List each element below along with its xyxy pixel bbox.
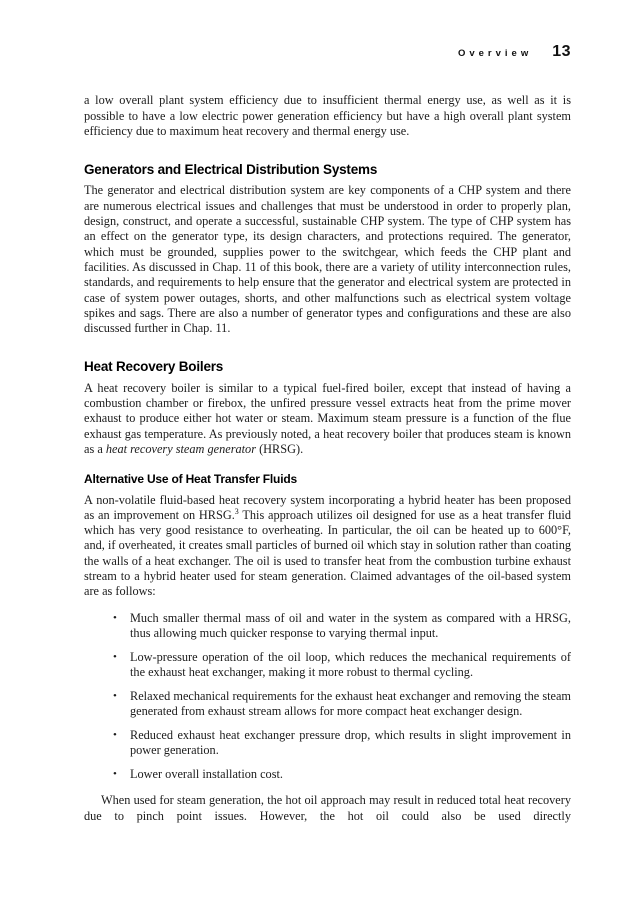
bullet-text: Lower overall installation cost.	[130, 766, 283, 781]
list-item	[113, 767, 571, 782]
bullet-text: Much smaller thermal mass of oil and water in the system as compared with a HRSG, thus allowing much quicker response to varying thermal input.	[130, 610, 571, 640]
list-item	[113, 728, 571, 759]
bullet-icon: •	[113, 689, 117, 702]
page-header	[84, 44, 571, 61]
heat-boilers-paragraph	[84, 381, 571, 457]
sub-heading-alternative-fluids: Alternative Use of Heat Transfer Fluids	[84, 472, 297, 487]
bullet-icon: •	[113, 611, 117, 624]
alt-fluids-text-part2: This approach utilizes oil designed for use as a heat transfer fluid which has very good resistance to overheating. In particular, the oil can be heated up to 600°F, and, if overheated, it creates small particles of burned oil which stay in solution rather than coating the walls of a heat exchanger. The oil is used to transfer heat from the combustion turbine exhaust stream to a hybrid heater used for steam generation. Claimed advantages of the oil-based system are as follows:	[84, 507, 571, 599]
alt-fluids-paragraph	[84, 493, 571, 600]
heat-boilers-text-before: A heat recovery boiler is similar to a typical fuel-fired boiler, except that instead of having a combustion chamber or firebox, the unfired pressure vessel extracts heat from the prime mover exhaust to produce either hot water or steam. Maximum steam pressure is a function of the flue exhaust gas temperature. As previously noted, a heat recovery boiler that produces steam is known as a	[84, 380, 571, 456]
section-heading-generators: Generators and Electrical Distribution Systems	[84, 162, 378, 178]
bullet-icon: •	[113, 728, 117, 741]
bullet-text: Reduced exhaust heat exchanger pressure drop, which results in slight improvement in power generation.	[130, 727, 571, 758]
bullet-text: Relaxed mechanical requirements for the exhaust heat exchanger and removing the steam generated from exhaust stream allows for more compact heat exchanger design.	[130, 688, 571, 719]
list-item	[113, 650, 571, 681]
list-item	[113, 611, 571, 642]
footnote-reference: 3	[234, 506, 239, 516]
heat-boilers-text-after: (HRSG).	[256, 441, 304, 456]
running-head: Overview	[457, 48, 533, 59]
alt-fluids-text-part1: A non-volatile fluid-based heat recovery system incorporating a hybrid heater has been proposed as an improvement on HRSG.	[84, 492, 571, 522]
bullet-icon: •	[113, 650, 117, 663]
intro-paragraph: a low overall plant system efficiency due to insufficient thermal energy use, as well as it is possible to have a low electric power generation efficiency but have a high overall plant system efficiency due to maximum heat recovery and thermal energy use.	[84, 93, 571, 138]
closing-paragraph: When used for steam generation, the hot oil approach may result in reduced total heat recovery due to pinch point issues. However, the hot oil could also be used directly	[84, 793, 571, 823]
bullet-icon: •	[113, 767, 117, 780]
list-item	[113, 689, 571, 720]
section-heading-heat-recovery-boilers: Heat Recovery Boilers	[84, 359, 224, 375]
heat-boilers-italic-term: heat recovery steam generator	[105, 441, 256, 456]
generators-paragraph: The generator and electrical distribution system are key components of a CHP system and there are numerous electrical issues and challenges that must be understood in order to properly plan, design, construct, and operate a successful, sustainable CHP system. The type of CHP system has an effect on the generator type, its design characters, and protections required. The generator, which must be grounded, supplies power to the switchgear, which feeds the CHP plant and facilities. As discussed in Chap. 11 of this book, there are a variety of utility interconnection rules, standards, and requirements to help ensure that the generator and electrical system are protected in case of system power outages, shorts, and other malfunctions such as electrical system voltage spikes and sags. There are also a number of generator types and configurations and these are also discussed further in Chap. 11.	[84, 183, 571, 336]
advantages-bullet-list	[84, 611, 571, 783]
bullet-text: Low-pressure operation of the oil loop, which reduces the mechanical requirements of the exhaust heat exchanger, making it more robust to thermal cycling.	[130, 649, 571, 679]
page-number: 13	[552, 43, 571, 60]
